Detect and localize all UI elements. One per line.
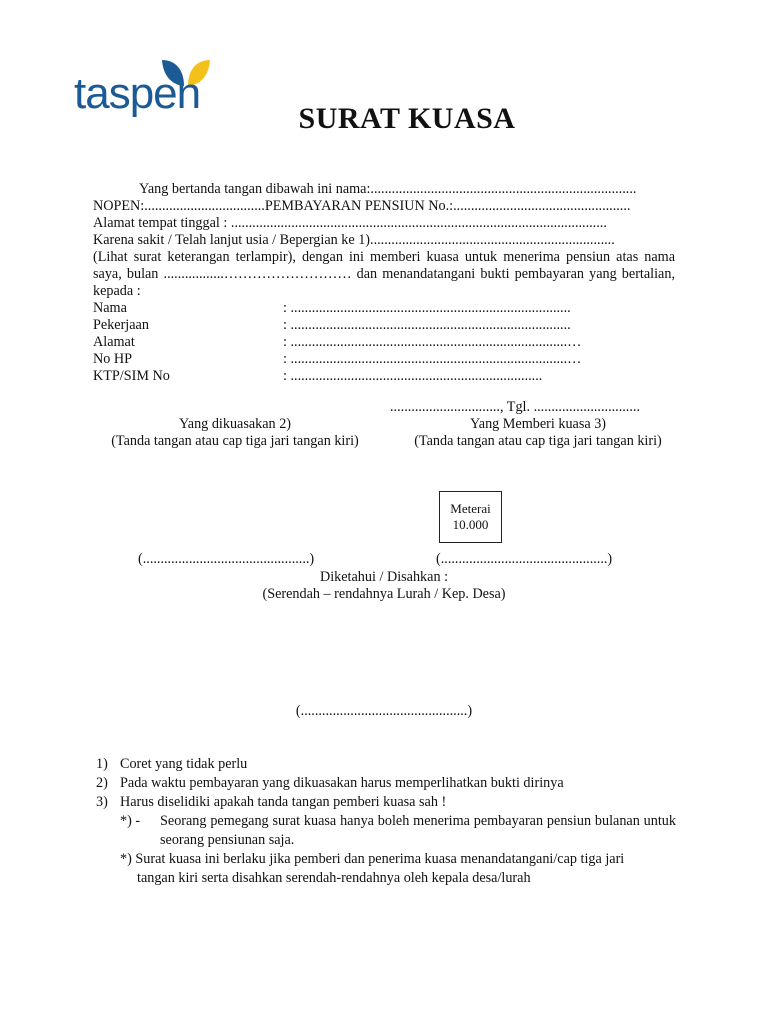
field-no-hp — [93, 351, 675, 368]
field-value: : ..............................................................................… — [283, 334, 582, 350]
intro-line-address: Alamat tempat tinggal : .......................................................................................................... — [93, 215, 607, 231]
recipient-fields — [93, 300, 675, 385]
intro-paragraph: (Lihat surat keterangan terlampir), dengan ini memberi kuasa untuk menerima pensiun atas nama saya, bulan .................……………………… dan menandatangani bukti pembayaran yang bertalian, kepada : — [93, 249, 675, 299]
footnote-text: Coret yang tidak perlu — [120, 756, 248, 772]
signature-left-blank: (...............................................) — [138, 551, 315, 567]
field-value: : ............................................................................... — [283, 300, 571, 316]
field-value: : ............................................................................... — [283, 317, 571, 333]
signature-left — [93, 416, 377, 450]
date-line: ..............................., Tgl. .............................. — [390, 399, 640, 415]
field-label: KTP/SIM No — [93, 368, 170, 384]
document-title: SURAT KUASA — [298, 102, 516, 135]
field-alamat — [93, 334, 675, 351]
footnotes — [96, 755, 676, 888]
subnote-text-line2: tangan kiri serta disahkan serendah-rendahnya oleh kepala desa/lurah — [137, 870, 531, 886]
intro-line-name: Yang bertanda tangan dibawah ini nama:........................................................................... — [139, 181, 637, 197]
footnote-number: 3) — [96, 794, 108, 810]
subnote-first — [96, 812, 676, 850]
footnote-text: Pada waktu pembayaran yang dikuasakan harus memperlihatkan bukti dirinya — [120, 775, 564, 791]
signature-right — [393, 416, 683, 450]
footnote-text: Harus diselidiki apakah tanda tangan pemberi kuasa sah ! — [120, 794, 447, 810]
field-ktp-sim — [93, 368, 675, 385]
meterai-value: 10.000 — [452, 517, 489, 532]
field-nama — [93, 300, 675, 317]
footnote-number: 1) — [96, 756, 108, 772]
field-label: Pekerjaan — [93, 317, 149, 333]
subnote-text-line1: *) Surat kuasa ini berlaku jika pemberi dan penerima kuasa menandatangani/cap tiga jari — [120, 851, 625, 867]
logo-text: taspen — [74, 69, 201, 118]
intro-line-nopen: NOPEN:..................................PEMBAYARAN PENSIUN No.:.................................................. — [93, 198, 631, 214]
subnote-marker: *) - — [120, 813, 141, 829]
field-label: Alamat — [93, 334, 135, 350]
acknowledgement-title: Diketahui / Disahkan : — [319, 569, 449, 585]
signature-right-title: Yang Memberi kuasa 3) — [469, 416, 607, 432]
intro-line-reason: Karena sakit / Telah lanjut usia / Bepergian ke 1)..................................................................... — [93, 232, 615, 248]
intro-section — [93, 181, 675, 385]
footnote-item — [96, 755, 676, 774]
subnote-text: Seorang pemegang surat kuasa hanya boleh menerima pembayaran pensiun bulanan untuk seorang pensiunan saja. — [160, 813, 676, 848]
signature-right-note: (Tanda tangan atau cap tiga jari tangan kiri) — [414, 433, 662, 449]
field-label: No HP — [93, 351, 133, 367]
footnote-number: 2) — [96, 775, 108, 791]
field-label: Nama — [93, 300, 127, 316]
acknowledgement-section — [93, 569, 675, 603]
field-value: : ....................................................................... — [283, 368, 543, 384]
subnote-second — [96, 850, 676, 888]
acknowledgement-blank: (...............................................) — [295, 703, 473, 719]
footnote-item — [96, 774, 676, 793]
field-pekerjaan — [93, 317, 675, 334]
acknowledgement-subtitle: (Serendah – rendahnya Lurah / Kep. Desa) — [262, 586, 506, 602]
signature-left-title: Yang dikuasakan 2) — [178, 416, 292, 432]
footnote-item — [96, 793, 676, 812]
signature-left-note: (Tanda tangan atau cap tiga jari tangan kiri) — [111, 433, 359, 449]
field-value: : ..............................................................................… — [283, 351, 582, 367]
meterai-label: Meterai — [450, 501, 491, 516]
meterai-stamp-box — [439, 491, 502, 543]
signature-right-blank: (...............................................) — [436, 551, 613, 567]
